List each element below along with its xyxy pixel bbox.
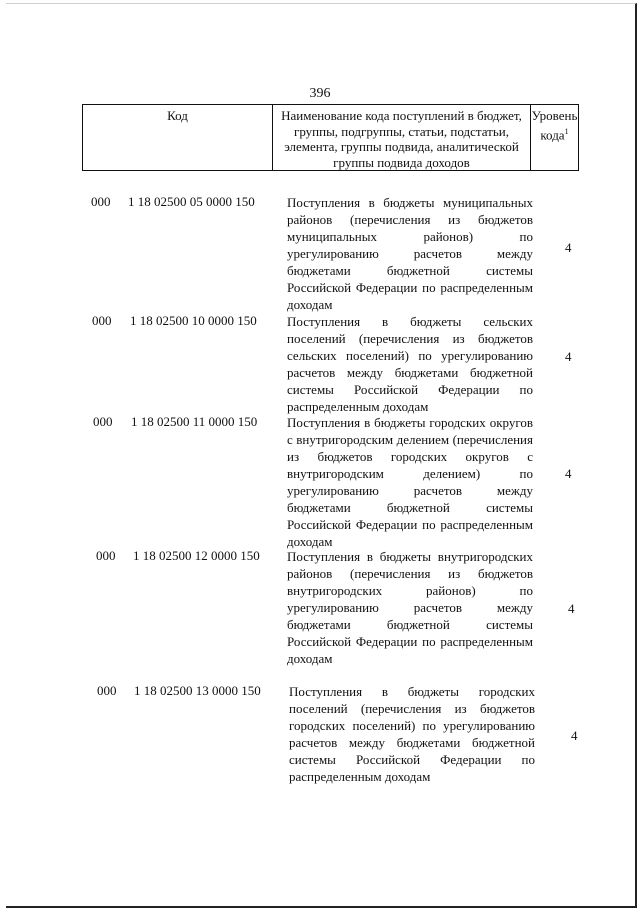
row-level: 4	[565, 240, 572, 255]
row-name: Поступления в бюджеты муниципальных районов (перечисления из бюджетов муниципальных районов) по урегулированию расчетов между бюджетами бюджетной системы Российской Федерации по распределенным доходам	[287, 195, 533, 312]
row-level: 4	[565, 349, 572, 364]
header-code: Код	[83, 105, 273, 170]
row-code: 1 18 02500 10 0000 150	[130, 313, 257, 328]
row-prefix: 000	[97, 683, 117, 698]
row-prefix: 000	[91, 194, 111, 209]
row-code: 1 18 02500 05 0000 150	[128, 194, 255, 209]
row-prefix: 000	[93, 414, 113, 429]
row-name: Поступления в бюджеты внутригородских районов (перечисления из бюджетов внутригородских районов) по урегулированию расчетов между бюджетами бюджетной системы Российской Федерации по распределенным доходам	[287, 549, 533, 666]
header-level-footnote: 1	[564, 126, 569, 136]
row-code: 1 18 02500 13 0000 150	[134, 683, 261, 698]
row-level: 4	[568, 601, 575, 616]
row-code: 1 18 02500 12 0000 150	[133, 548, 260, 563]
row-prefix: 000	[92, 313, 112, 328]
header-name: Наименование кода поступлений в бюджет, группы, подгруппы, статьи, подстатьи, элемента, группы подвида, аналитической группы подвида доходов	[273, 105, 531, 170]
row-level: 4	[565, 466, 572, 481]
header-level-label: Уровень кода	[531, 108, 578, 142]
row-prefix: 000	[96, 548, 116, 563]
row-name: Поступления в бюджеты сельских поселений (перечисления из бюджетов сельских поселений) по урегулированию расчетов между бюджетами бюджетной системы Российской Федерации по распределенным доходам	[287, 314, 533, 414]
row-name: Поступления в бюджеты городских поселений (перечисления из бюджетов городских поселений) по урегулированию расчетов между бюджетами бюджетной системы Российской Федерации по распределенным доходам	[289, 684, 535, 784]
page-number: 396	[309, 86, 331, 101]
row-level: 4	[571, 728, 578, 743]
row-code: 1 18 02500 11 0000 150	[131, 414, 258, 429]
row-name: Поступления в бюджеты городских округов с внутригородским делением (перечисления из бюджетов городских округов с внутригородским делением) по урегулированию расчетов между бюджетами бюджетной системы Российской Федерации по распределенным доходам	[287, 415, 533, 549]
